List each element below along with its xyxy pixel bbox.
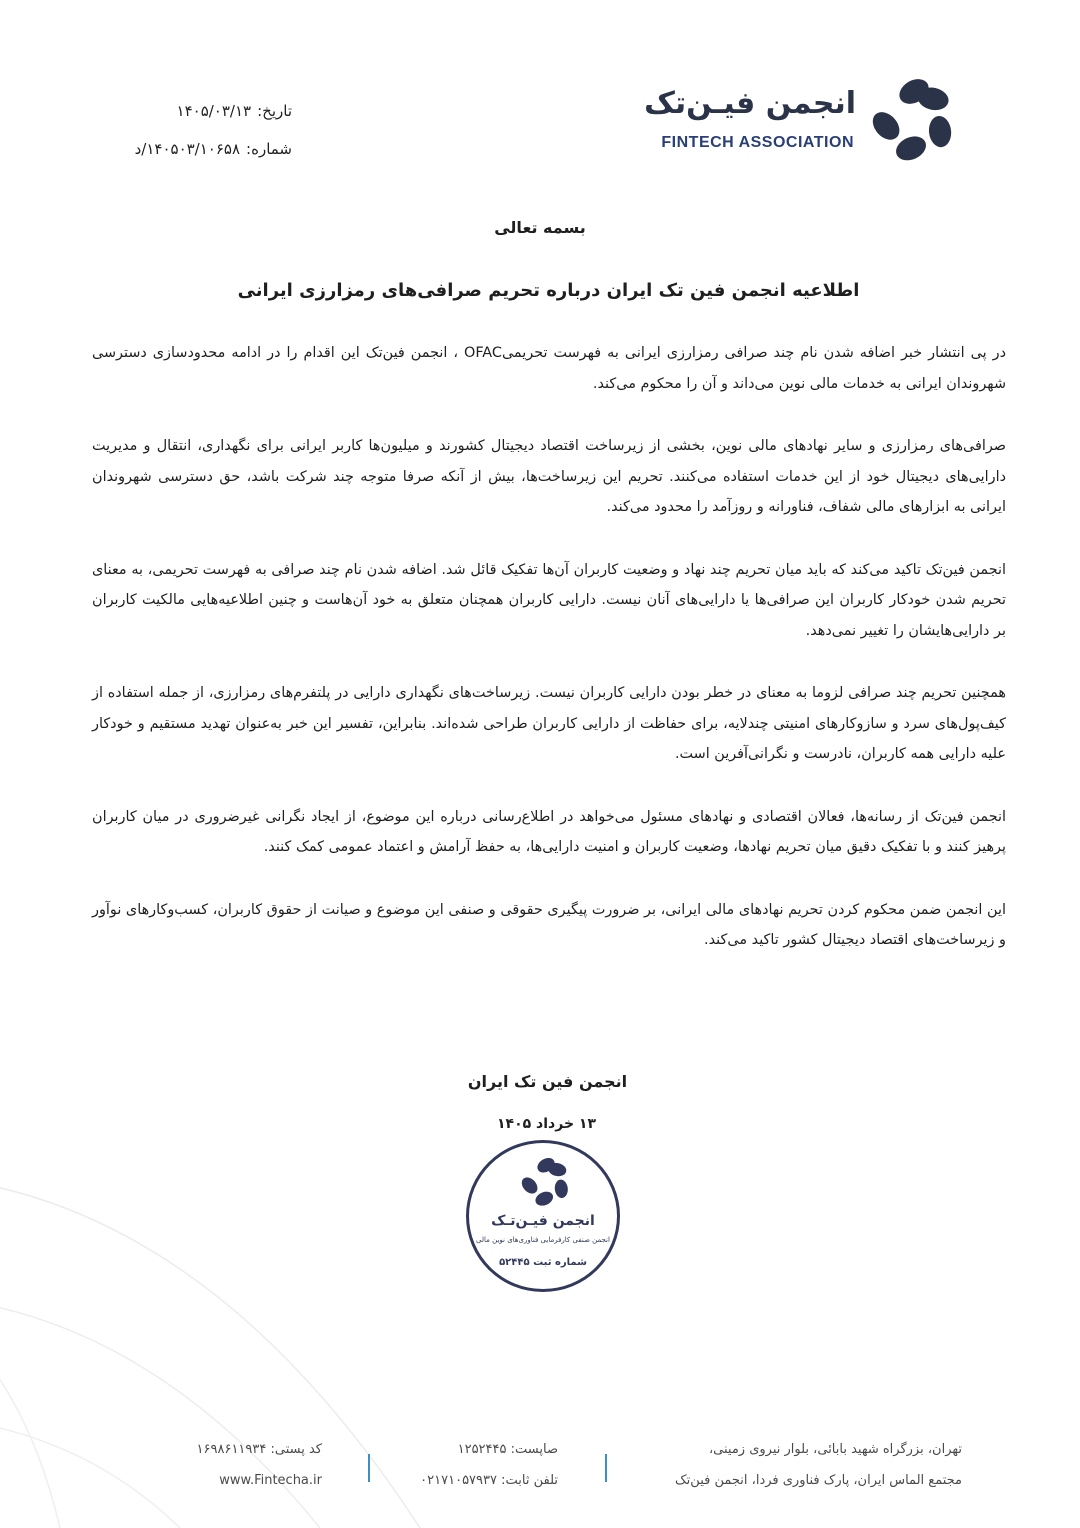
- mailbox-text: صاپست: ۱۲۵۲۴۴۵: [457, 1442, 558, 1457]
- number-label: شماره:: [246, 140, 292, 158]
- date-value: ۱۴۰۵/۰۳/۱۳: [176, 102, 252, 120]
- date-label: تاریخ:: [257, 102, 292, 120]
- letter-body: [92, 338, 1006, 988]
- stamp-name: انجمن فیـن‌تـک: [491, 1213, 595, 1229]
- logo-persian-text: انجمن فیـن‌تک: [644, 86, 856, 121]
- address-line: مجتمع الماس ایران، پارک فناوری فردا، انجمن فین‌تک: [675, 1473, 962, 1488]
- paragraph: صرافی‌های رمزارزی و سایر نهادهای مالی نوین، بخشی از زیرساخت اقتصاد دیجیتال کشورند و میلیون‌ها کاربر ایرانی برای نگهداری، انتقال و مدیریت دارایی‌های دیجیتال خود از این خدمات استفاده می‌کنند. تحریم این زیرساخت‌ها، بیش از آنکه صرفا متوجه چند شرکت باشد، حق دسترسی شهروندان ایرانی به ابزارهای مالی شفاف، فناورانه و روزآمد را محدود می‌کند.: [92, 438, 1006, 515]
- number-value: ۱۴۰۵۰۳/۱۰۶۵۸/د: [134, 140, 241, 158]
- fintech-logo-icon: [866, 74, 962, 166]
- stamp-registration: شماره ثبت ۵۲۴۴۵: [499, 1257, 587, 1268]
- website-link[interactable]: www.Fintecha.ir: [219, 1473, 322, 1488]
- logo-english-text: FINTECH ASSOCIATION: [661, 134, 854, 151]
- postal-code-text: کد پستی: ۱۶۹۸۶۱۱۹۳۴: [196, 1442, 322, 1457]
- footer-address: [675, 1434, 962, 1496]
- stamp-logo-icon: [517, 1155, 575, 1209]
- letter-footer: [0, 1430, 1080, 1500]
- letter-title: اطلاعیه انجمن فین تک ایران درباره تحریم صرافی‌های رمزارزی ایرانی: [237, 280, 860, 301]
- stamp-subtitle: انجمن صنفی کارفرمایی فناوری‌های نوین مالی: [476, 1236, 610, 1244]
- address-line: تهران، بزرگراه شهید بابائی، بلوار نیروی زمینی،: [708, 1442, 962, 1457]
- signature-date: ۱۳ خرداد ۱۴۰۵: [497, 1116, 596, 1132]
- footer-contact: [414, 1434, 558, 1496]
- fintech-logo: [644, 72, 962, 168]
- paragraph: این انجمن ضمن محکوم کردن تحریم نهادهای مالی ایرانی، بر ضرورت پیگیری حقوقی و صنفی این موضوع و صیانت از حقوق کاربران، کسب‌وکارهای نوآور و زیرساخت‌های اقتصاد دیجیتال کشور تاکید می‌کند.: [92, 901, 1006, 948]
- bismillah-heading: بسمه تعالی: [494, 218, 586, 237]
- official-stamp: [466, 1140, 620, 1292]
- number-line: [110, 130, 292, 168]
- paragraph: در پی انتشار خبر اضافه شدن نام چند صرافی رمزارزی ایرانی به فهرست تحریمیOFAC ، انجمن فین‌تک این اقدام را در ادامه محدودسازی دسترسی شهروندان ایرانی به خدمات مالی نوین می‌داند و آن را محکوم می‌کند.: [92, 345, 1007, 392]
- paragraph: همچنین تحریم چند صرافی لزوما به معنای در خطر بودن دارایی کاربران نیست. زیرساخت‌های نگهداری دارایی در پلتفرم‌های رمزارزی، از جمله استفاده از کیف‌پول‌های سرد و سازوکارهای امنیتی چندلایه، برای حفاظت از دارایی کاربران طراحی شده‌اند. بنابراین، تفسیر این خبر به‌عنوان تهدید مستقیم و خودکار علیه دارایی همه کاربران، نادرست و نگرانی‌آفرین است.: [92, 685, 1006, 762]
- paragraph: انجمن فین‌تک از رسانه‌ها، فعالان اقتصادی و نهادهای مسئول می‌خواهد در اطلاع‌رسانی درباره این موضوع، از ایجاد نگرانی غیرضروری در میان کاربران پرهیز کنند و با تفکیک دقیق میان تحریم نهادها، وضعیت کاربران و امنیت دارایی‌ها، به حفظ آرامش و اعتماد عمومی کمک کنند.: [92, 808, 1006, 855]
- footer-separator: [368, 1454, 370, 1482]
- footer-separator: [605, 1454, 607, 1482]
- phone-text: تلفن ثابت: ۰۲۱۷۱۰۵۷۹۳۷: [420, 1473, 558, 1488]
- signature-name: انجمن فین تک ایران: [467, 1072, 628, 1091]
- footer-postal: [198, 1434, 322, 1496]
- date-line: [110, 92, 292, 130]
- paragraph: انجمن فین‌تک تاکید می‌کند که باید میان تحریم چند نهاد و وضعیت کاربران آن‌ها تفکیک قائل شد. اضافه شدن نام چند صرافی به فهرست تحریمی، به معنای تحریم شدن خودکار کاربران این صرافی‌ها یا دارایی‌های آنان نیست. دارایی کاربران همچنان متعلق به خود آن‌هاست و چنین اطلاعیه‌هایی مالکیت کاربران بر دارایی‌هایشان را تغییر نمی‌دهد.: [92, 561, 1006, 639]
- letter-meta: [110, 92, 292, 168]
